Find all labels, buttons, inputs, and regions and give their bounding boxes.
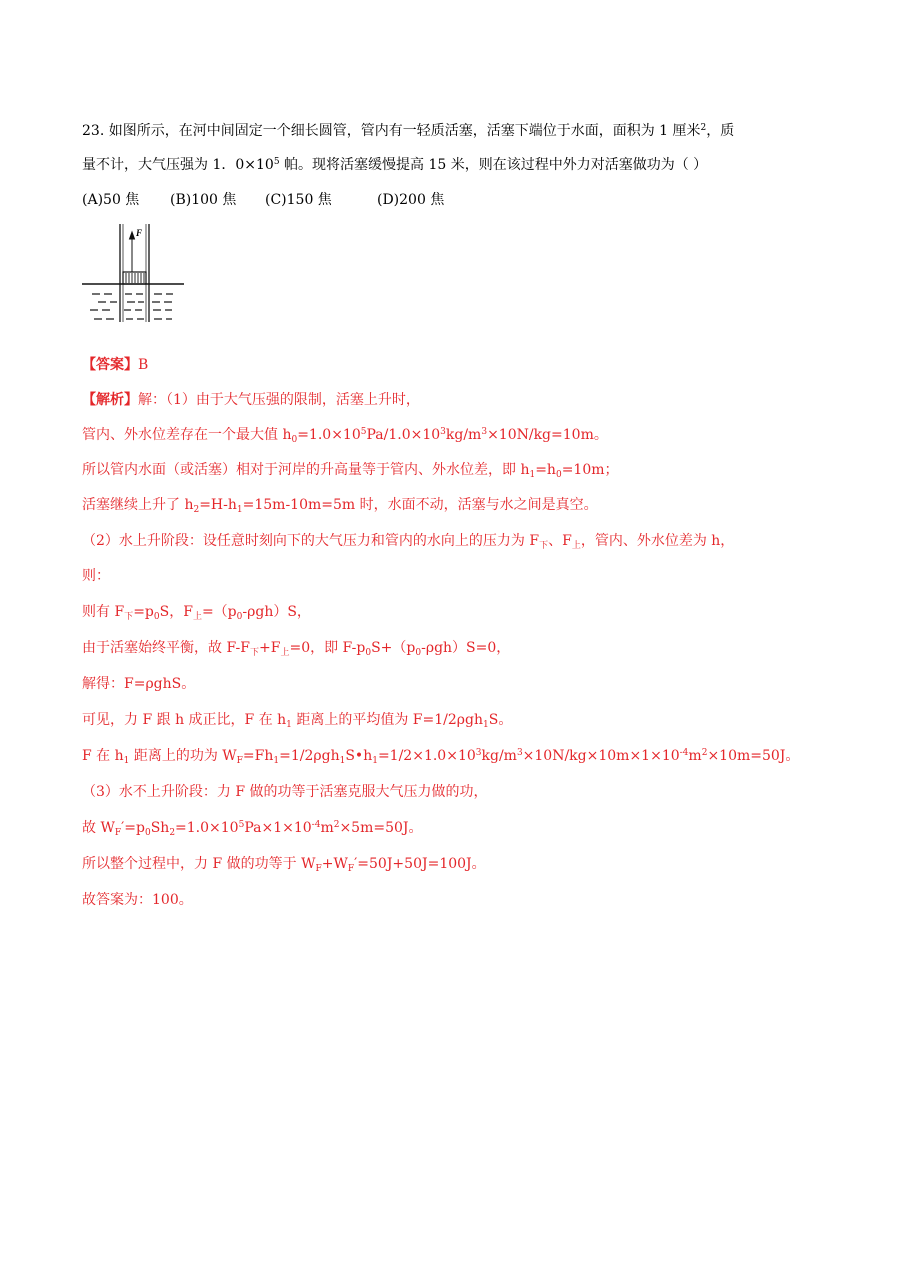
water-dashes <box>90 294 173 319</box>
analysis-line-15 <box>82 890 193 910</box>
text: Pa×1×10 <box>244 820 312 836</box>
text: 管内、外水位差存在一个最大值 h <box>82 427 292 443</box>
text: =p <box>133 604 154 620</box>
text: -ρgh）S=0， <box>421 640 511 656</box>
subscript: 0 <box>415 648 422 658</box>
superscript: 5 <box>360 427 367 437</box>
analysis-line-14 <box>82 854 486 874</box>
subscript: 1 <box>273 756 280 766</box>
subscript: 1 <box>123 756 130 766</box>
option-c: (C)150 焦 <box>265 192 332 208</box>
text: =1.0×10 <box>175 820 239 836</box>
text: 故 W <box>82 820 115 836</box>
subscript: 1 <box>529 470 536 480</box>
question-number: 23. <box>82 123 105 139</box>
analysis-line-13 <box>82 818 423 838</box>
subscript: 1 <box>286 720 292 730</box>
text: ×10N/kg×10m×1×10 <box>522 748 680 764</box>
piston-tube-figure <box>80 222 190 330</box>
analysis-line-12 <box>82 782 488 802</box>
subscript: 下 <box>539 541 549 551</box>
analysis-line-9 <box>82 674 195 694</box>
text: 所以管内水面（或活塞）相对于河岸的升高量等于管内、外水位差，即 h <box>82 462 530 478</box>
superscript: -4 <box>311 820 321 830</box>
subscript: 0 <box>291 435 298 445</box>
text: 、F <box>548 533 572 549</box>
text: 解得：F=ρghS。 <box>82 676 196 692</box>
text: =Fh <box>242 748 274 764</box>
text: =1.0×10 <box>297 427 361 443</box>
subscript: 0 <box>144 828 151 838</box>
text: （2）水上升阶段：设任意时刻向下的大气压力和管内的水向上的压力为 F <box>82 533 540 549</box>
option-d: (D)200 焦 <box>377 192 445 208</box>
question-text: ，质 <box>706 123 735 139</box>
text: ×10m=50J。 <box>707 748 800 764</box>
text: S+（p <box>371 640 416 656</box>
text: =10m； <box>561 462 619 478</box>
question-line-1 <box>82 121 822 141</box>
subscript: F <box>315 864 322 874</box>
text: 距离上的功为 W <box>129 748 237 764</box>
subscript: 0 <box>555 470 562 480</box>
subscript: 2 <box>193 505 200 515</box>
text: 则有 F <box>82 604 125 620</box>
superscript: 2 <box>333 820 340 830</box>
question-text: 量不计，大气压强为 1．0×10 <box>82 157 274 173</box>
text: =15m-10m=5m 时，水面不动，活塞与水之间是真空。 <box>242 497 598 513</box>
superscript: 2 <box>701 748 708 758</box>
analysis-line-3 <box>82 460 619 480</box>
text: S•h <box>345 748 373 764</box>
subscript: 1 <box>339 756 346 766</box>
option-b: (B)100 焦 <box>170 192 237 208</box>
text: =H-h <box>199 497 237 513</box>
subscript: 下 <box>249 648 259 658</box>
text: 可见，力 F 跟 h 成正比，F 在 h <box>82 712 287 728</box>
subscript: 1 <box>483 720 489 730</box>
text: -ρgh）S， <box>242 604 311 620</box>
text: S，F <box>159 604 193 620</box>
force-label: F <box>136 228 143 238</box>
question-line-2 <box>82 155 822 175</box>
text: =h <box>535 462 556 478</box>
subscript: 0 <box>365 648 372 658</box>
text: 距离上的平均值为 F=1/2ρgh <box>291 712 483 728</box>
text: （3）水不上升阶段：力 F 做的功等于活塞克服大气压力做的功， <box>82 784 488 800</box>
analysis-line-11 <box>82 746 799 766</box>
subscript: F <box>347 864 355 874</box>
subscript: 1 <box>372 756 378 766</box>
superscript: 5 <box>238 820 245 830</box>
analysis-line-8 <box>82 638 510 658</box>
text: Sh <box>150 820 170 836</box>
text: m <box>688 748 702 764</box>
subscript: 1 <box>236 505 243 515</box>
analysis-label: 【解析】 <box>82 392 138 408</box>
text: kg/m <box>481 748 517 764</box>
text: m <box>320 820 334 836</box>
text: ′=50J+50J=100J。 <box>354 856 486 872</box>
answer-value: B <box>138 357 149 373</box>
analysis-text: 解：（1）由于大气压强的限制，活塞上升时， <box>138 392 420 408</box>
question-text: 帕。现将活塞缓慢提高 15 米，则在该过程中外力对活塞做功为（ ） <box>279 157 708 173</box>
text: ，管内、外水位差为 h， <box>580 533 735 549</box>
text: F 在 h <box>82 748 124 764</box>
subscript: 2 <box>169 828 176 838</box>
analysis-line-5 <box>82 531 734 551</box>
subscript: 0 <box>236 612 243 622</box>
superscript: 3 <box>481 427 488 437</box>
superscript: -4 <box>679 748 689 758</box>
analysis-line-2 <box>82 425 608 445</box>
text: ×5m=50J。 <box>339 820 423 836</box>
analysis-line-6 <box>82 566 110 586</box>
superscript: 3 <box>475 748 482 758</box>
piston-hatch <box>126 273 144 283</box>
text: 由于活塞始终平衡，故 F-F <box>82 640 250 656</box>
subscript: F <box>114 828 122 838</box>
analysis-line-10 <box>82 710 512 730</box>
text: 活塞继续上升了 h <box>82 497 194 513</box>
text: =1/2ρgh <box>279 748 340 764</box>
superscript: 3 <box>516 748 523 758</box>
superscript: 5 <box>273 157 280 167</box>
analysis-line-4 <box>82 495 598 515</box>
text: =0，即 F-p <box>289 640 366 656</box>
text: Pa/1.0×10 <box>366 427 441 443</box>
subscript: 上 <box>192 612 202 622</box>
text: +W <box>321 856 348 872</box>
answer-line <box>82 355 148 375</box>
text: +F <box>259 640 281 656</box>
analysis-line-7 <box>82 602 311 622</box>
text: 故答案为：100。 <box>82 892 193 908</box>
option-a: (A)50 焦 <box>82 192 140 208</box>
answer-label: 【答案】 <box>82 357 138 373</box>
text: 所以整个过程中，力 F 做的功等于 W <box>82 856 316 872</box>
text: kg/m <box>445 427 482 443</box>
text: S。 <box>488 712 513 728</box>
text: =（p <box>201 604 237 620</box>
question-text: 如图所示，在河中间固定一个细长圆管，管内有一轻质活塞，活塞下端位于水面，面积为 1 厘米 <box>108 123 701 139</box>
force-arrow-icon <box>130 232 135 272</box>
subscript: 0 <box>153 612 160 622</box>
text: ′=p <box>121 820 145 836</box>
subscript: 上 <box>571 541 581 551</box>
subscript: F <box>236 756 243 766</box>
subscript: 下 <box>124 612 134 622</box>
text: ×10N/kg=10m。 <box>487 427 608 443</box>
superscript: 2 <box>700 123 707 133</box>
text: 则： <box>82 568 110 584</box>
text: =1/2×1.0×10 <box>377 748 476 764</box>
analysis-line-1 <box>82 390 420 410</box>
subscript: 上 <box>280 648 290 658</box>
superscript: 3 <box>440 427 446 437</box>
